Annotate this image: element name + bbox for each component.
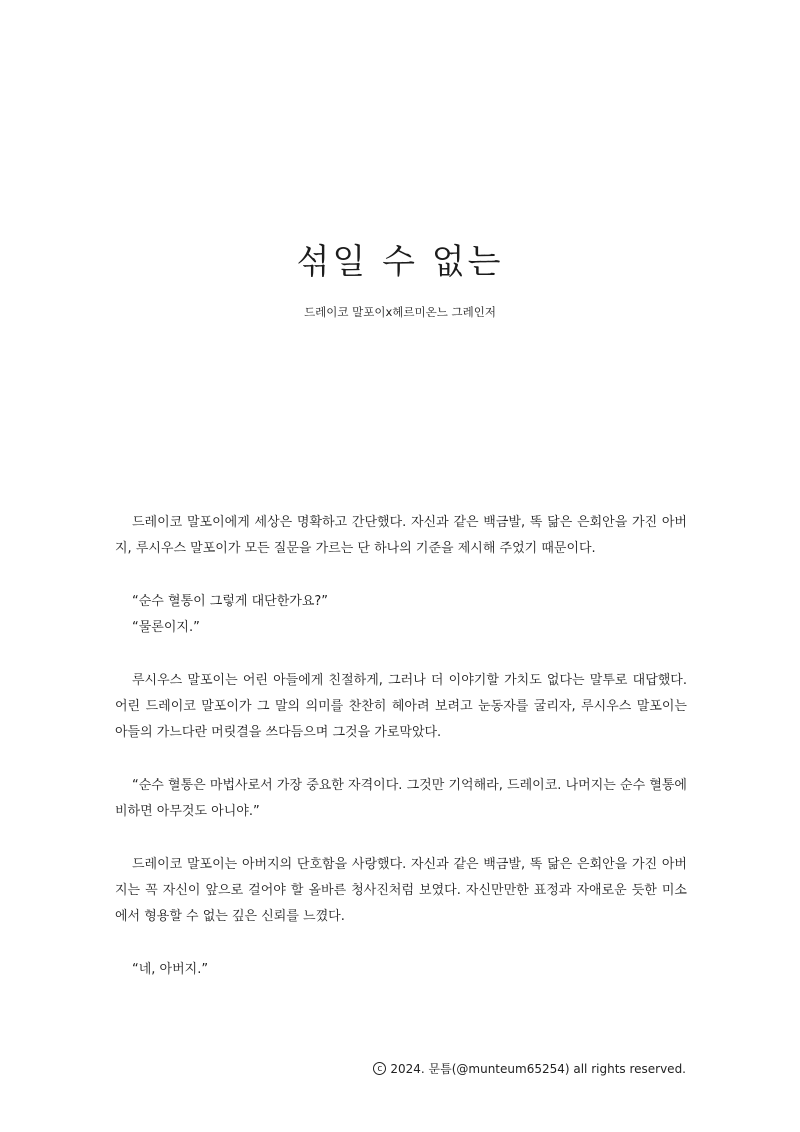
paragraph-3: “순수 혈통은 마법사로서 가장 중요한 자격이다. 그것만 기억해라, 드레이코. 나머지는 순수 혈통에 비하면 아무것도 아니야.” — [115, 778, 687, 819]
copyright-text: 2024. 문틈(@munteum65254) all rights reserved. — [390, 1062, 686, 1076]
document-body — [115, 510, 687, 1010]
document-title: 섞일 수 없는 — [296, 242, 504, 282]
dialog-line-2: “물론이지.” — [132, 620, 200, 635]
paragraph-2: 루시우스 말포이는 어린 아들에게 친절하게, 그러나 더 이야기할 가치도 없다는 말투로 대답했다. 어린 드레이코 말포이가 그 말의 의미를 찬찬히 헤아려 보려고 눈동자를 굴리자, 루시우스 말포이는 아들의 가느다란 머릿결을 쓰다듬으며 그것을 가로막았다. — [115, 673, 687, 740]
dialog-line-1: “순수 혈통이 그렇게 대단한가요?” — [132, 594, 329, 609]
paragraph-1: 드레이코 말포이에게 세상은 명확하고 간단했다. 자신과 같은 백금발, 똑 닮은 은회안을 가진 아버지, 루시우스 말포이가 모든 질문을 가르는 단 하나의 기준을 제시해 주었기 때문이다. — [115, 515, 687, 556]
dialog-line-3: “네, 아버지.” — [132, 962, 209, 977]
dialog-block-1 — [115, 589, 687, 641]
document-subtitle: 드레이코 말포이x헤르미온느 그레인저 — [304, 305, 496, 319]
paragraph-4: 드레이코 말포이는 아버지의 단호함을 사랑했다. 자신과 같은 백금발, 똑 닮은 은회안을 가진 아버지는 꼭 자신이 앞으로 걸어야 할 올바른 청사진처럼 보였다. 자신만만한 표정과 자애로운 듯한 미소에서 형용할 수 없는 깊은 신뢰를 느꼈다. — [115, 857, 687, 924]
copyright-icon: c — [373, 1062, 386, 1075]
copyright-footer — [373, 1060, 686, 1077]
